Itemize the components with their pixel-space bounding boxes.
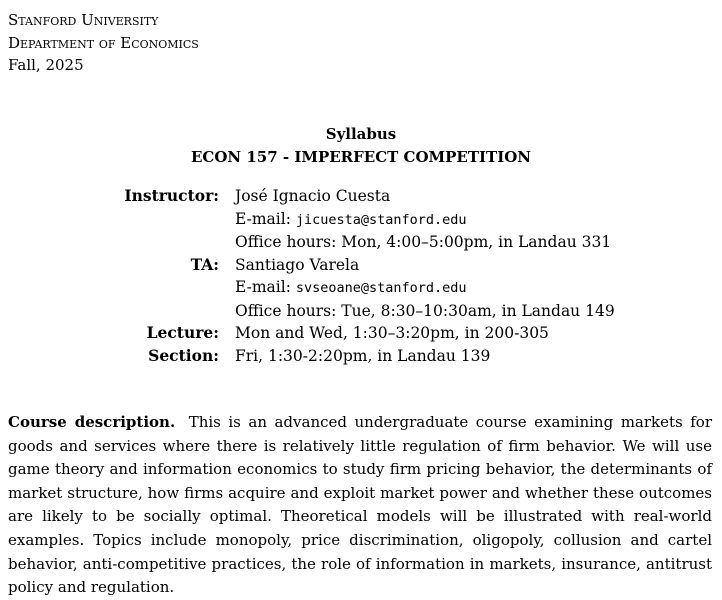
department-name: Department of Economics xyxy=(8,33,199,52)
instructor-email: jicuesta@stanford.edu xyxy=(295,211,467,228)
course-info xyxy=(0,185,722,367)
spacer xyxy=(0,300,219,323)
ta-office-hours-row xyxy=(0,300,722,323)
section-row xyxy=(0,345,722,368)
university-name: Stanford University xyxy=(8,11,159,29)
instructor-email-row xyxy=(0,208,722,232)
document-header xyxy=(8,9,199,77)
instructor-office-hours-row xyxy=(0,231,722,254)
ta-email: svseoane@stanford.edu xyxy=(295,280,467,296)
description-heading: Course description. xyxy=(8,413,176,431)
email-label: E-mail: xyxy=(235,209,296,228)
instructor-name: José Ignacio Cuesta xyxy=(235,187,391,205)
ta-label: TA: xyxy=(190,254,219,274)
spacer xyxy=(0,231,219,254)
term: Fall, 2025 xyxy=(8,56,84,74)
lecture-row xyxy=(0,322,722,345)
lecture-label: Lecture: xyxy=(146,323,219,342)
email-label: E-mail: xyxy=(235,278,296,296)
section-label: Section: xyxy=(148,345,219,365)
ta-email-line xyxy=(219,276,467,300)
ta-email-row xyxy=(0,276,722,300)
ta-office-hours: Office hours: Tue, 8:30–10:30am, in Landau 149 xyxy=(235,301,615,320)
instructor-email-line xyxy=(219,208,467,232)
title-block xyxy=(0,123,722,168)
instructor-office-hours: Office hours: Mon, 4:00–5:00pm, in Landau 331 xyxy=(235,233,612,251)
spacer xyxy=(0,276,219,300)
instructor-label: Instructor: xyxy=(124,186,219,205)
course-description xyxy=(8,411,712,600)
ta-name: Santiago Varela xyxy=(235,255,360,274)
course-title: ECON 157 - IMPERFECT COMPETITION xyxy=(190,147,531,166)
lecture-value: Mon and Wed, 1:30–3:20pm, in 200-305 xyxy=(235,324,549,342)
spacer xyxy=(0,208,219,232)
ta-row xyxy=(0,254,722,277)
section-value: Fri, 1:30-2:20pm, in Landau 139 xyxy=(235,346,491,365)
instructor-row xyxy=(0,185,722,208)
description-body: This is an advanced undergraduate course examining markets for goods and services where there is relatively little regulation of firm behavior. We will use game theory and information economics to study firm pricing behavior, the determinants of market structure, how firms acquire and exploit market power and whether these outcomes are likely to be socially optimal. Theoretical models will be illustrated with real-world examples. Topics include monopoly, price discrimination, oligopoly, collusion and cartel behavior, anti-competitive practices, the role of information in markets, insurance, antitrust policy and regulation. xyxy=(8,413,712,597)
document-title: Syllabus xyxy=(325,125,397,143)
